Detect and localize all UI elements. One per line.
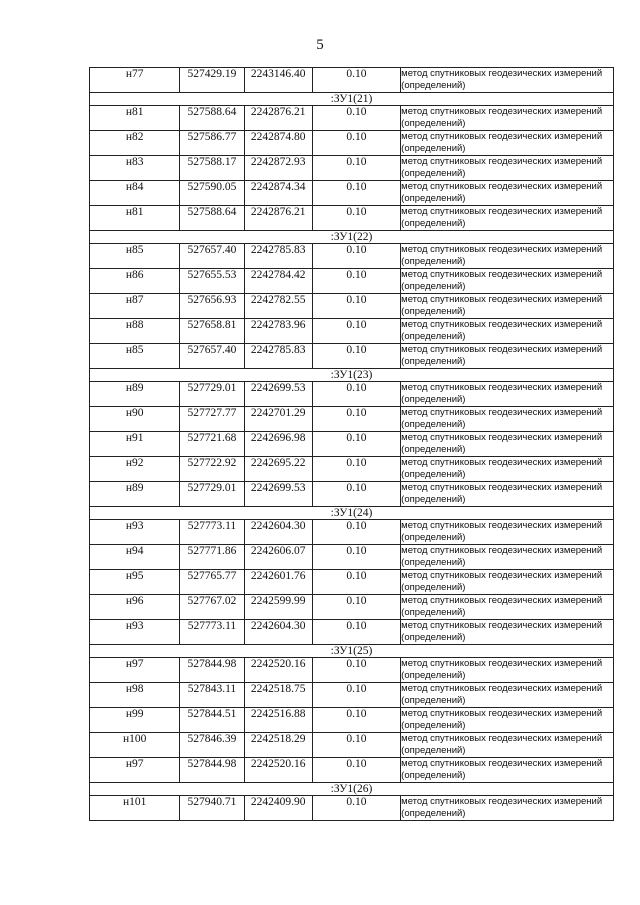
accuracy-cell: 0.10 (312, 269, 400, 294)
method-cell: метод спутниковых геодезических измерений (определений) (401, 620, 614, 645)
x-coordinate-cell: 527729.01 (180, 482, 244, 507)
point-name-cell: н92 (90, 457, 180, 482)
method-cell: метод спутниковых геодезических измерений (определений) (401, 457, 614, 482)
x-coordinate-cell: 527722.92 (180, 457, 244, 482)
table-row (90, 156, 614, 181)
method-cell: метод спутниковых геодезических измерений (определений) (401, 244, 614, 269)
table-row (90, 382, 614, 407)
table-row (90, 68, 614, 93)
point-name-cell: н89 (90, 382, 180, 407)
table-row (90, 457, 614, 482)
y-coordinate-cell: 2242516.88 (244, 708, 312, 733)
x-coordinate-cell: 527657.40 (180, 244, 244, 269)
accuracy-cell: 0.10 (312, 156, 400, 181)
y-coordinate-cell: 2242699.53 (244, 482, 312, 507)
point-name-cell: н86 (90, 269, 180, 294)
x-coordinate-cell: 527588.17 (180, 156, 244, 181)
point-name-cell: н81 (90, 206, 180, 231)
y-coordinate-cell: 2242696.98 (244, 432, 312, 457)
accuracy-cell: 0.10 (312, 595, 400, 620)
table-row (90, 683, 614, 708)
accuracy-cell: 0.10 (312, 570, 400, 595)
point-name-cell: н87 (90, 294, 180, 319)
table-row (90, 106, 614, 131)
x-coordinate-cell: 527655.53 (180, 269, 244, 294)
method-cell: метод спутниковых геодезических измерений (определений) (401, 382, 614, 407)
method-cell: метод спутниковых геодезических измерений (определений) (401, 344, 614, 369)
y-coordinate-cell: 2242520.16 (244, 758, 312, 783)
point-name-cell: н88 (90, 319, 180, 344)
accuracy-cell: 0.10 (312, 545, 400, 570)
table-row (90, 482, 614, 507)
table-row (90, 206, 614, 231)
method-cell: метод спутниковых геодезических измерений (определений) (401, 269, 614, 294)
y-coordinate-cell: 2242785.83 (244, 344, 312, 369)
x-coordinate-cell: 527586.77 (180, 131, 244, 156)
method-cell: метод спутниковых геодезических измерений (определений) (401, 68, 614, 93)
table-row (90, 520, 614, 545)
y-coordinate-cell: 2242783.96 (244, 319, 312, 344)
table-row (90, 708, 614, 733)
method-cell: метод спутниковых геодезических измерений (определений) (401, 708, 614, 733)
table-row (90, 570, 614, 595)
method-cell: метод спутниковых геодезических измерений (определений) (401, 683, 614, 708)
y-coordinate-cell: 2242695.22 (244, 457, 312, 482)
x-coordinate-cell: 527844.98 (180, 758, 244, 783)
x-coordinate-cell: 527773.11 (180, 620, 244, 645)
method-cell: метод спутниковых геодезических измерений (определений) (401, 319, 614, 344)
x-coordinate-cell: 527729.01 (180, 382, 244, 407)
accuracy-cell: 0.10 (312, 382, 400, 407)
x-coordinate-cell: 527767.02 (180, 595, 244, 620)
x-coordinate-cell: 527843.11 (180, 683, 244, 708)
point-name-cell: н81 (90, 106, 180, 131)
x-coordinate-cell: 527771.86 (180, 545, 244, 570)
y-coordinate-cell: 2242874.34 (244, 181, 312, 206)
table-row (90, 319, 614, 344)
table-row (90, 294, 614, 319)
x-coordinate-cell: 527429.19 (180, 68, 244, 93)
point-name-cell: н77 (90, 68, 180, 93)
table-row (90, 407, 614, 432)
point-name-cell: н97 (90, 658, 180, 683)
x-coordinate-cell: 527588.64 (180, 206, 244, 231)
accuracy-cell: 0.10 (312, 482, 400, 507)
y-coordinate-cell: 2242606.07 (244, 545, 312, 570)
table-row (90, 758, 614, 783)
table-row (90, 796, 614, 821)
section-label: :ЗУ1(24) (90, 507, 614, 520)
y-coordinate-cell: 2242520.16 (244, 658, 312, 683)
x-coordinate-cell: 527656.93 (180, 294, 244, 319)
y-coordinate-cell: 2242876.21 (244, 206, 312, 231)
y-coordinate-cell: 2242782.55 (244, 294, 312, 319)
table-row (90, 733, 614, 758)
accuracy-cell: 0.10 (312, 294, 400, 319)
y-coordinate-cell: 2242409.90 (244, 796, 312, 821)
method-cell: метод спутниковых геодезических измерений (определений) (401, 407, 614, 432)
x-coordinate-cell: 527658.81 (180, 319, 244, 344)
y-coordinate-cell: 2243146.40 (244, 68, 312, 93)
x-coordinate-cell: 527721.68 (180, 432, 244, 457)
point-name-cell: н85 (90, 244, 180, 269)
point-name-cell: н97 (90, 758, 180, 783)
point-name-cell: н101 (90, 796, 180, 821)
accuracy-cell: 0.10 (312, 758, 400, 783)
accuracy-cell: 0.10 (312, 620, 400, 645)
coordinates-table (89, 67, 614, 821)
point-name-cell: н96 (90, 595, 180, 620)
point-name-cell: н93 (90, 620, 180, 645)
method-cell: метод спутниковых геодезических измерений (определений) (401, 106, 614, 131)
method-cell: метод спутниковых геодезических измерений (определений) (401, 733, 614, 758)
method-cell: метод спутниковых геодезических измерений (определений) (401, 758, 614, 783)
accuracy-cell: 0.10 (312, 344, 400, 369)
method-cell: метод спутниковых геодезических измерений (определений) (401, 432, 614, 457)
x-coordinate-cell: 527844.98 (180, 658, 244, 683)
accuracy-cell: 0.10 (312, 733, 400, 758)
accuracy-cell: 0.10 (312, 206, 400, 231)
point-name-cell: н82 (90, 131, 180, 156)
section-label: :ЗУ1(23) (90, 369, 614, 382)
point-name-cell: н100 (90, 733, 180, 758)
point-name-cell: н94 (90, 545, 180, 570)
accuracy-cell: 0.10 (312, 432, 400, 457)
table-row (90, 545, 614, 570)
x-coordinate-cell: 527657.40 (180, 344, 244, 369)
accuracy-cell: 0.10 (312, 106, 400, 131)
y-coordinate-cell: 2242604.30 (244, 620, 312, 645)
accuracy-cell: 0.10 (312, 244, 400, 269)
point-name-cell: н89 (90, 482, 180, 507)
y-coordinate-cell: 2242699.53 (244, 382, 312, 407)
y-coordinate-cell: 2242604.30 (244, 520, 312, 545)
accuracy-cell: 0.10 (312, 319, 400, 344)
y-coordinate-cell: 2242601.76 (244, 570, 312, 595)
section-label: :ЗУ1(21) (90, 93, 614, 106)
table-row (90, 244, 614, 269)
section-header-row (90, 93, 614, 106)
accuracy-cell: 0.10 (312, 683, 400, 708)
table-row (90, 595, 614, 620)
coordinates-table-body (90, 68, 614, 821)
x-coordinate-cell: 527590.05 (180, 181, 244, 206)
accuracy-cell: 0.10 (312, 407, 400, 432)
section-label: :ЗУ1(25) (90, 645, 614, 658)
y-coordinate-cell: 2242701.29 (244, 407, 312, 432)
point-name-cell: н90 (90, 407, 180, 432)
section-label: :ЗУ1(26) (90, 783, 614, 796)
method-cell: метод спутниковых геодезических измерений (определений) (401, 570, 614, 595)
accuracy-cell: 0.10 (312, 708, 400, 733)
table-row (90, 181, 614, 206)
y-coordinate-cell: 2242876.21 (244, 106, 312, 131)
point-name-cell: н85 (90, 344, 180, 369)
x-coordinate-cell: 527588.64 (180, 106, 244, 131)
page-number: 5 (316, 37, 324, 53)
section-header-row (90, 507, 614, 520)
table-row (90, 269, 614, 294)
section-label: :ЗУ1(22) (90, 231, 614, 244)
y-coordinate-cell: 2242785.83 (244, 244, 312, 269)
accuracy-cell: 0.10 (312, 796, 400, 821)
x-coordinate-cell: 527727.77 (180, 407, 244, 432)
table-row (90, 658, 614, 683)
method-cell: метод спутниковых геодезических измерений (определений) (401, 294, 614, 319)
method-cell: метод спутниковых геодезических измерений (определений) (401, 520, 614, 545)
x-coordinate-cell: 527773.11 (180, 520, 244, 545)
point-name-cell: н95 (90, 570, 180, 595)
point-name-cell: н83 (90, 156, 180, 181)
y-coordinate-cell: 2242518.29 (244, 733, 312, 758)
y-coordinate-cell: 2242784.42 (244, 269, 312, 294)
x-coordinate-cell: 527844.51 (180, 708, 244, 733)
accuracy-cell: 0.10 (312, 68, 400, 93)
point-name-cell: н93 (90, 520, 180, 545)
method-cell: метод спутниковых геодезических измерений (определений) (401, 181, 614, 206)
method-cell: метод спутниковых геодезических измерений (определений) (401, 796, 614, 821)
accuracy-cell: 0.10 (312, 131, 400, 156)
table-row (90, 620, 614, 645)
method-cell: метод спутниковых геодезических измерений (определений) (401, 131, 614, 156)
accuracy-cell: 0.10 (312, 658, 400, 683)
section-header-row (90, 369, 614, 382)
x-coordinate-cell: 527765.77 (180, 570, 244, 595)
section-header-row (90, 783, 614, 796)
method-cell: метод спутниковых геодезических измерений (определений) (401, 658, 614, 683)
table-row (90, 131, 614, 156)
y-coordinate-cell: 2242874.80 (244, 131, 312, 156)
section-header-row (90, 231, 614, 244)
y-coordinate-cell: 2242599.99 (244, 595, 312, 620)
method-cell: метод спутниковых геодезических измерений (определений) (401, 206, 614, 231)
method-cell: метод спутниковых геодезических измерений (определений) (401, 156, 614, 181)
x-coordinate-cell: 527846.39 (180, 733, 244, 758)
y-coordinate-cell: 2242518.75 (244, 683, 312, 708)
table-row (90, 344, 614, 369)
section-header-row (90, 645, 614, 658)
method-cell: метод спутниковых геодезических измерений (определений) (401, 482, 614, 507)
point-name-cell: н98 (90, 683, 180, 708)
table-row (90, 432, 614, 457)
x-coordinate-cell: 527940.71 (180, 796, 244, 821)
accuracy-cell: 0.10 (312, 181, 400, 206)
point-name-cell: н84 (90, 181, 180, 206)
accuracy-cell: 0.10 (312, 520, 400, 545)
accuracy-cell: 0.10 (312, 457, 400, 482)
point-name-cell: н99 (90, 708, 180, 733)
y-coordinate-cell: 2242872.93 (244, 156, 312, 181)
method-cell: метод спутниковых геодезических измерений (определений) (401, 595, 614, 620)
point-name-cell: н91 (90, 432, 180, 457)
method-cell: метод спутниковых геодезических измерений (определений) (401, 545, 614, 570)
